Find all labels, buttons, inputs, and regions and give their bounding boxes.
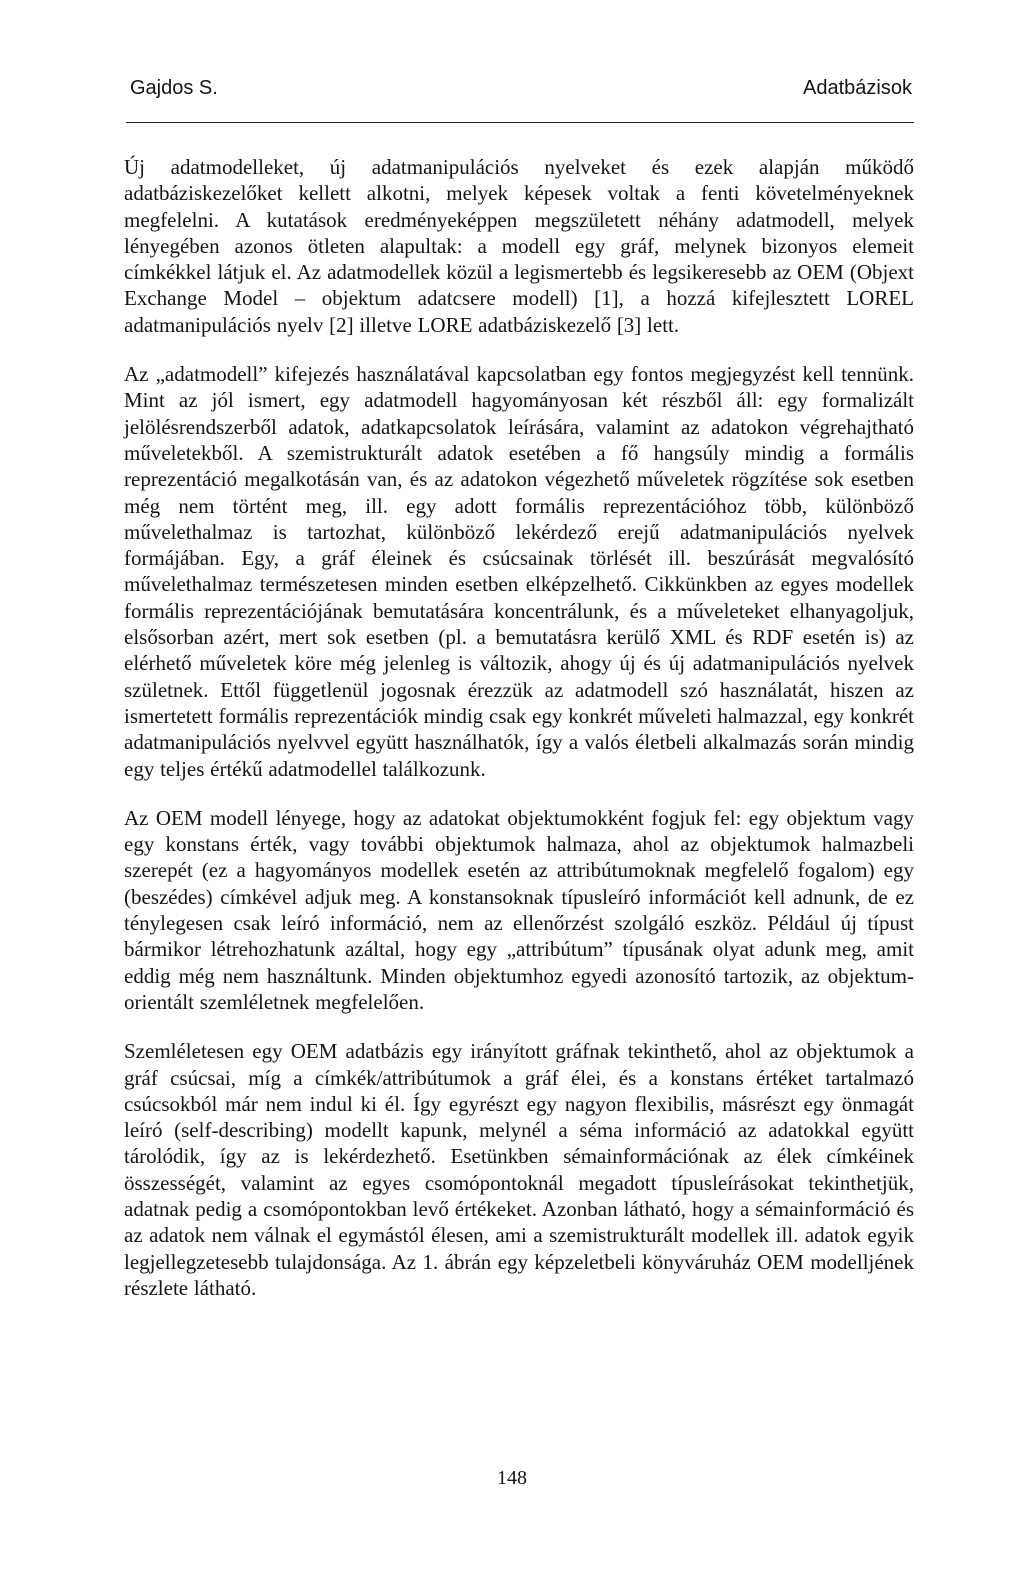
paragraph-4: Szemléletesen egy OEM adatbázis egy irányított gráfnak tekinthető, ahol az objektumok a gráf csúcsai, míg a címkék/attribútumok a gráf élei, és a konstans értéket tartalmazó csúcsokból már nem indul ki él. Így egyrészt egy nagyon flexibilis, másrészt egy önmagát leíró (self-describing) modellt kapunk, melynél a séma információ az adatokkal együtt tárolódik, így az is lekérdezhető. Esetünkben sémainformációnak az élek címkéinek összességét, valamint az egyes csomópontoknál megadott típusleírásokat tekinthetjük, adatnak pedig a csomópontokban levő értékeket. Azonban látható, hogy a sémainformáció és az adatok nem válnak el egymástól élesen, ami a szemistrukturált modellek ill. adatok egyik legjellegzetesebb tulajdonsága. Az 1. ábrán egy képzeletbeli könyváruház OEM modelljének részlete látható. <box>124 1039 914 1300</box>
paragraph-3: Az OEM modell lényege, hogy az adatokat objektumokként fogjuk fel: egy objektum vagy egy konstans érték, vagy további objektumok halmaza, ahol az objektumok halmazbeli szerepét (ez a hagyományos modellek esetén az attribútumoknak megfelelő fogalom) egy (beszédes) címkével adjuk meg. A konstansoknak típusleíró információt kell adnunk, de ez ténylegesen csak leíró információ, nem az ellenőrzést szolgáló eszköz. Például új típust bármikor létrehozhatunk azáltal, hogy egy „attribútum” típusának olyat adunk meg, amit eddig még nem használtunk. Minden objektumhoz egyedi azonosító tartozik, az objektum-orientált szemléletnek megfelelően. <box>124 805 914 1014</box>
running-header-section: Adatbázisok <box>803 77 912 99</box>
paragraph-2: Az „adatmodell” kifejezés használatával kapcsolatban egy fontos megjegyzést kell tennünk. Mint az jól ismert, egy adatmodell hagyományosan két részből áll: egy formalizált jelölésrendszerből adatok, adatkapcsolatok leírására, valamint az adatokon végrehajtható műveletekből. A szemistrukturált adatok esetében a fő hangsúly mindig a formális reprezentáció megalkotásán van, és az adatokon végezhető műveletek rögzítése sok esetben még nem történt meg, ill. egy adott formális reprezentációhoz több, különböző művelethalmaz is tartozhat, különböző lekérdező erejű adatmanipulációs nyelvek formájában. Egy, a gráf éleinek és csúcsainak törlését ill. beszúrását megvalósító művelethalmaz természetesen minden esetben elképzelhető. Cikkünkben az egyes modellek formális reprezentációjának bemutatására koncentrálunk, és a műveleteket elhanyagoljuk, elsősorban azért, mert sok esetben (pl. a bemutatásra kerülő XML és RDF esetén is) az elérhető műveletek köre még jelenleg is változik, ahogy új és új adatmanipulációs nyelvek születnek. Ettől függetlenül jogosnak érezzük az adatmodell szó használatát, hiszen az ismertetett formális reprezentációk mindig csak egy konkrét műveleti halmazzal, egy konkrét adatmanipulációs nyelvvel együtt használhatók, így a valós életbeli alkalmazás során mindig egy teljes értékű adatmodellel találkozunk. <box>124 362 914 781</box>
paragraph-1: Új adatmodelleket, új adatmanipulációs nyelveket és ezek alapján működő adatbáziskezelőket kellett alkotni, melyek képesek voltak a fenti követelményeknek megfelelni. A kutatások eredményeképpen megszületett néhány adatmodell, melyek lényegében azonos ötleten alapultak: a modell egy gráf, melynek bizonyos elemeit címkékkel látjuk el. Az adatmodellek közül a legismertebb és legsikeresebb az OEM (Objext Exchange Model – objektum adatcsere modell) [1], a hozzá kifejlesztett LOREL adatmanipulációs nyelv [2] illetve LORE adatbáziskezelő [3] lett. <box>124 155 914 337</box>
running-header-author: Gajdos S. <box>130 77 218 99</box>
page-number: 148 <box>497 1467 527 1489</box>
header-rule <box>126 122 914 123</box>
body-text <box>124 154 914 1324</box>
